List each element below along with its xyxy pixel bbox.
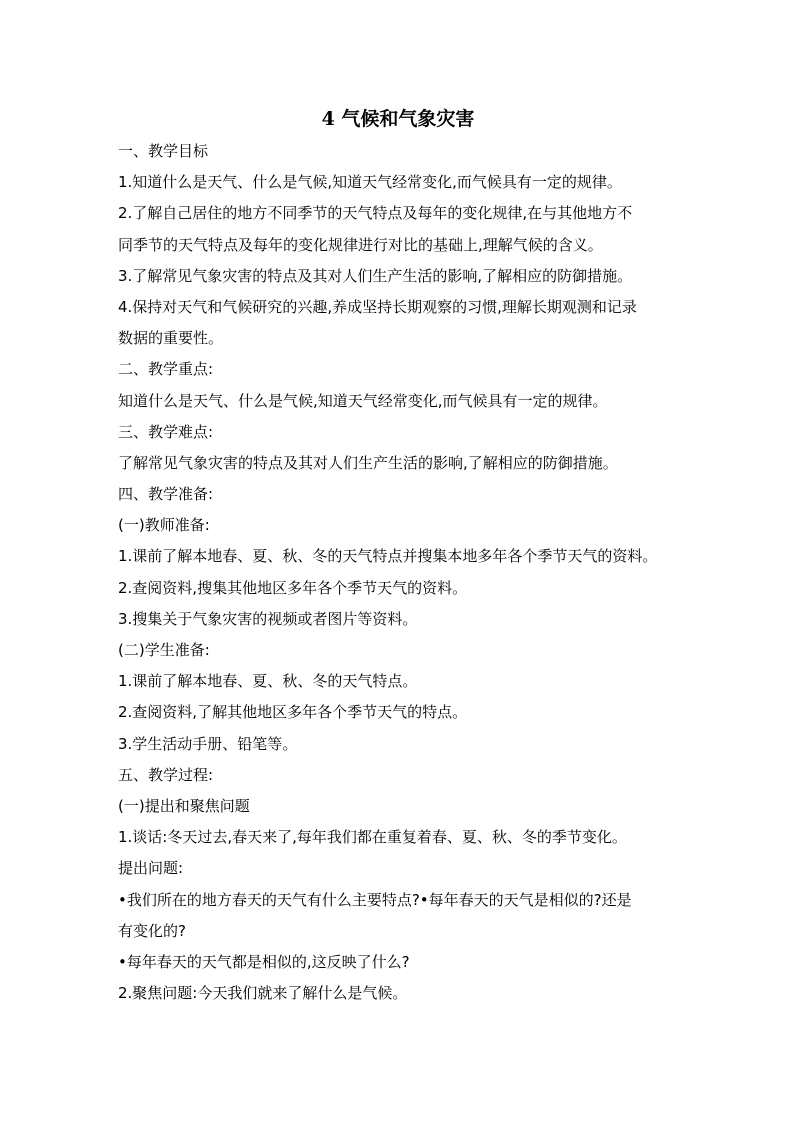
difficulties-text: 了解常见气象灾害的特点及其对人们生产生活的影响,了解相应的防御措施。 — [118, 453, 618, 472]
objective-3: 3.了解常见气象灾害的特点及其对人们生产生活的影响,了解相应的防御措施。 — [118, 266, 633, 285]
objective-4-line-2: 数据的重要性。 — [118, 329, 224, 348]
section-heading-process: 五、教学过程: — [118, 765, 214, 784]
student-prep-3: 3.学生活动手册、铅笔等。 — [118, 734, 298, 753]
document-title: 4 气候和气象灾害 — [321, 108, 475, 130]
process-2: 2.聚焦问题:今天我们就来了解什么是气候。 — [118, 984, 408, 1003]
subheading-teacher-preparation: (一)教师准备: — [118, 516, 210, 535]
subheading-student-preparation: (二)学生准备: — [118, 641, 210, 659]
question-bullet-2: •每年春天的天气都是相似的,这反映了什么? — [118, 952, 410, 971]
subheading-questions: (一)提出和聚焦问题 — [118, 796, 250, 815]
student-prep-1: 1.课前了解本地春、夏、秋、冬的天气特点。 — [118, 672, 418, 691]
objective-2-line-1: 2.了解自己居住的地方不同季节的天气特点及每年的变化规律,在与其他地方不 — [118, 204, 633, 223]
student-prep-2: 2.查阅资料,了解其他地区多年各个季节天气的特点。 — [118, 703, 468, 722]
objective-1: 1.知道什么是天气、什么是气候,知道天气经常变化,而气候具有一定的规律。 — [118, 173, 622, 192]
section-heading-key-points: 二、教学重点: — [118, 360, 214, 379]
section-heading-objectives: 一、教学目标 — [118, 142, 209, 160]
key-points-text: 知道什么是天气、什么是气候,知道天气经常变化,而气候具有一定的规律。 — [118, 391, 608, 410]
document-body — [118, 136, 678, 1009]
objective-4-line-1: 4.保持对天气和气候研究的兴趣,养成坚持长期观察的习惯,理解长期观测和记录 — [118, 297, 637, 316]
process-1: 1.谈话:冬天过去,春天来了,每年我们都在重复着春、夏、秋、冬的季节变化。 — [118, 828, 627, 847]
questions-label: 提出问题: — [118, 859, 184, 878]
question-bullet-1-cont: 有变化的? — [118, 921, 186, 940]
objective-2-line-2: 同季节的天气特点及每年的变化规律进行对比的基础上,理解气候的含义。 — [118, 235, 603, 254]
teacher-prep-1: 1.课前了解本地春、夏、秋、冬的天气特点并搜集本地多年各个季节天气的资料。 — [118, 547, 658, 566]
teacher-prep-3: 3.搜集关于气象灾害的视频或者图片等资料。 — [118, 609, 418, 628]
document-page — [118, 100, 678, 1009]
section-heading-preparation: 四、教学准备: — [118, 485, 214, 504]
question-bullet-1: •我们所在的地方春天的天气有什么主要特点?•每年春天的天气是相似的?还是 — [118, 890, 632, 909]
section-heading-difficulties: 三、教学难点: — [118, 422, 214, 441]
teacher-prep-2: 2.查阅资料,搜集其他地区多年各个季节天气的资料。 — [118, 578, 468, 597]
